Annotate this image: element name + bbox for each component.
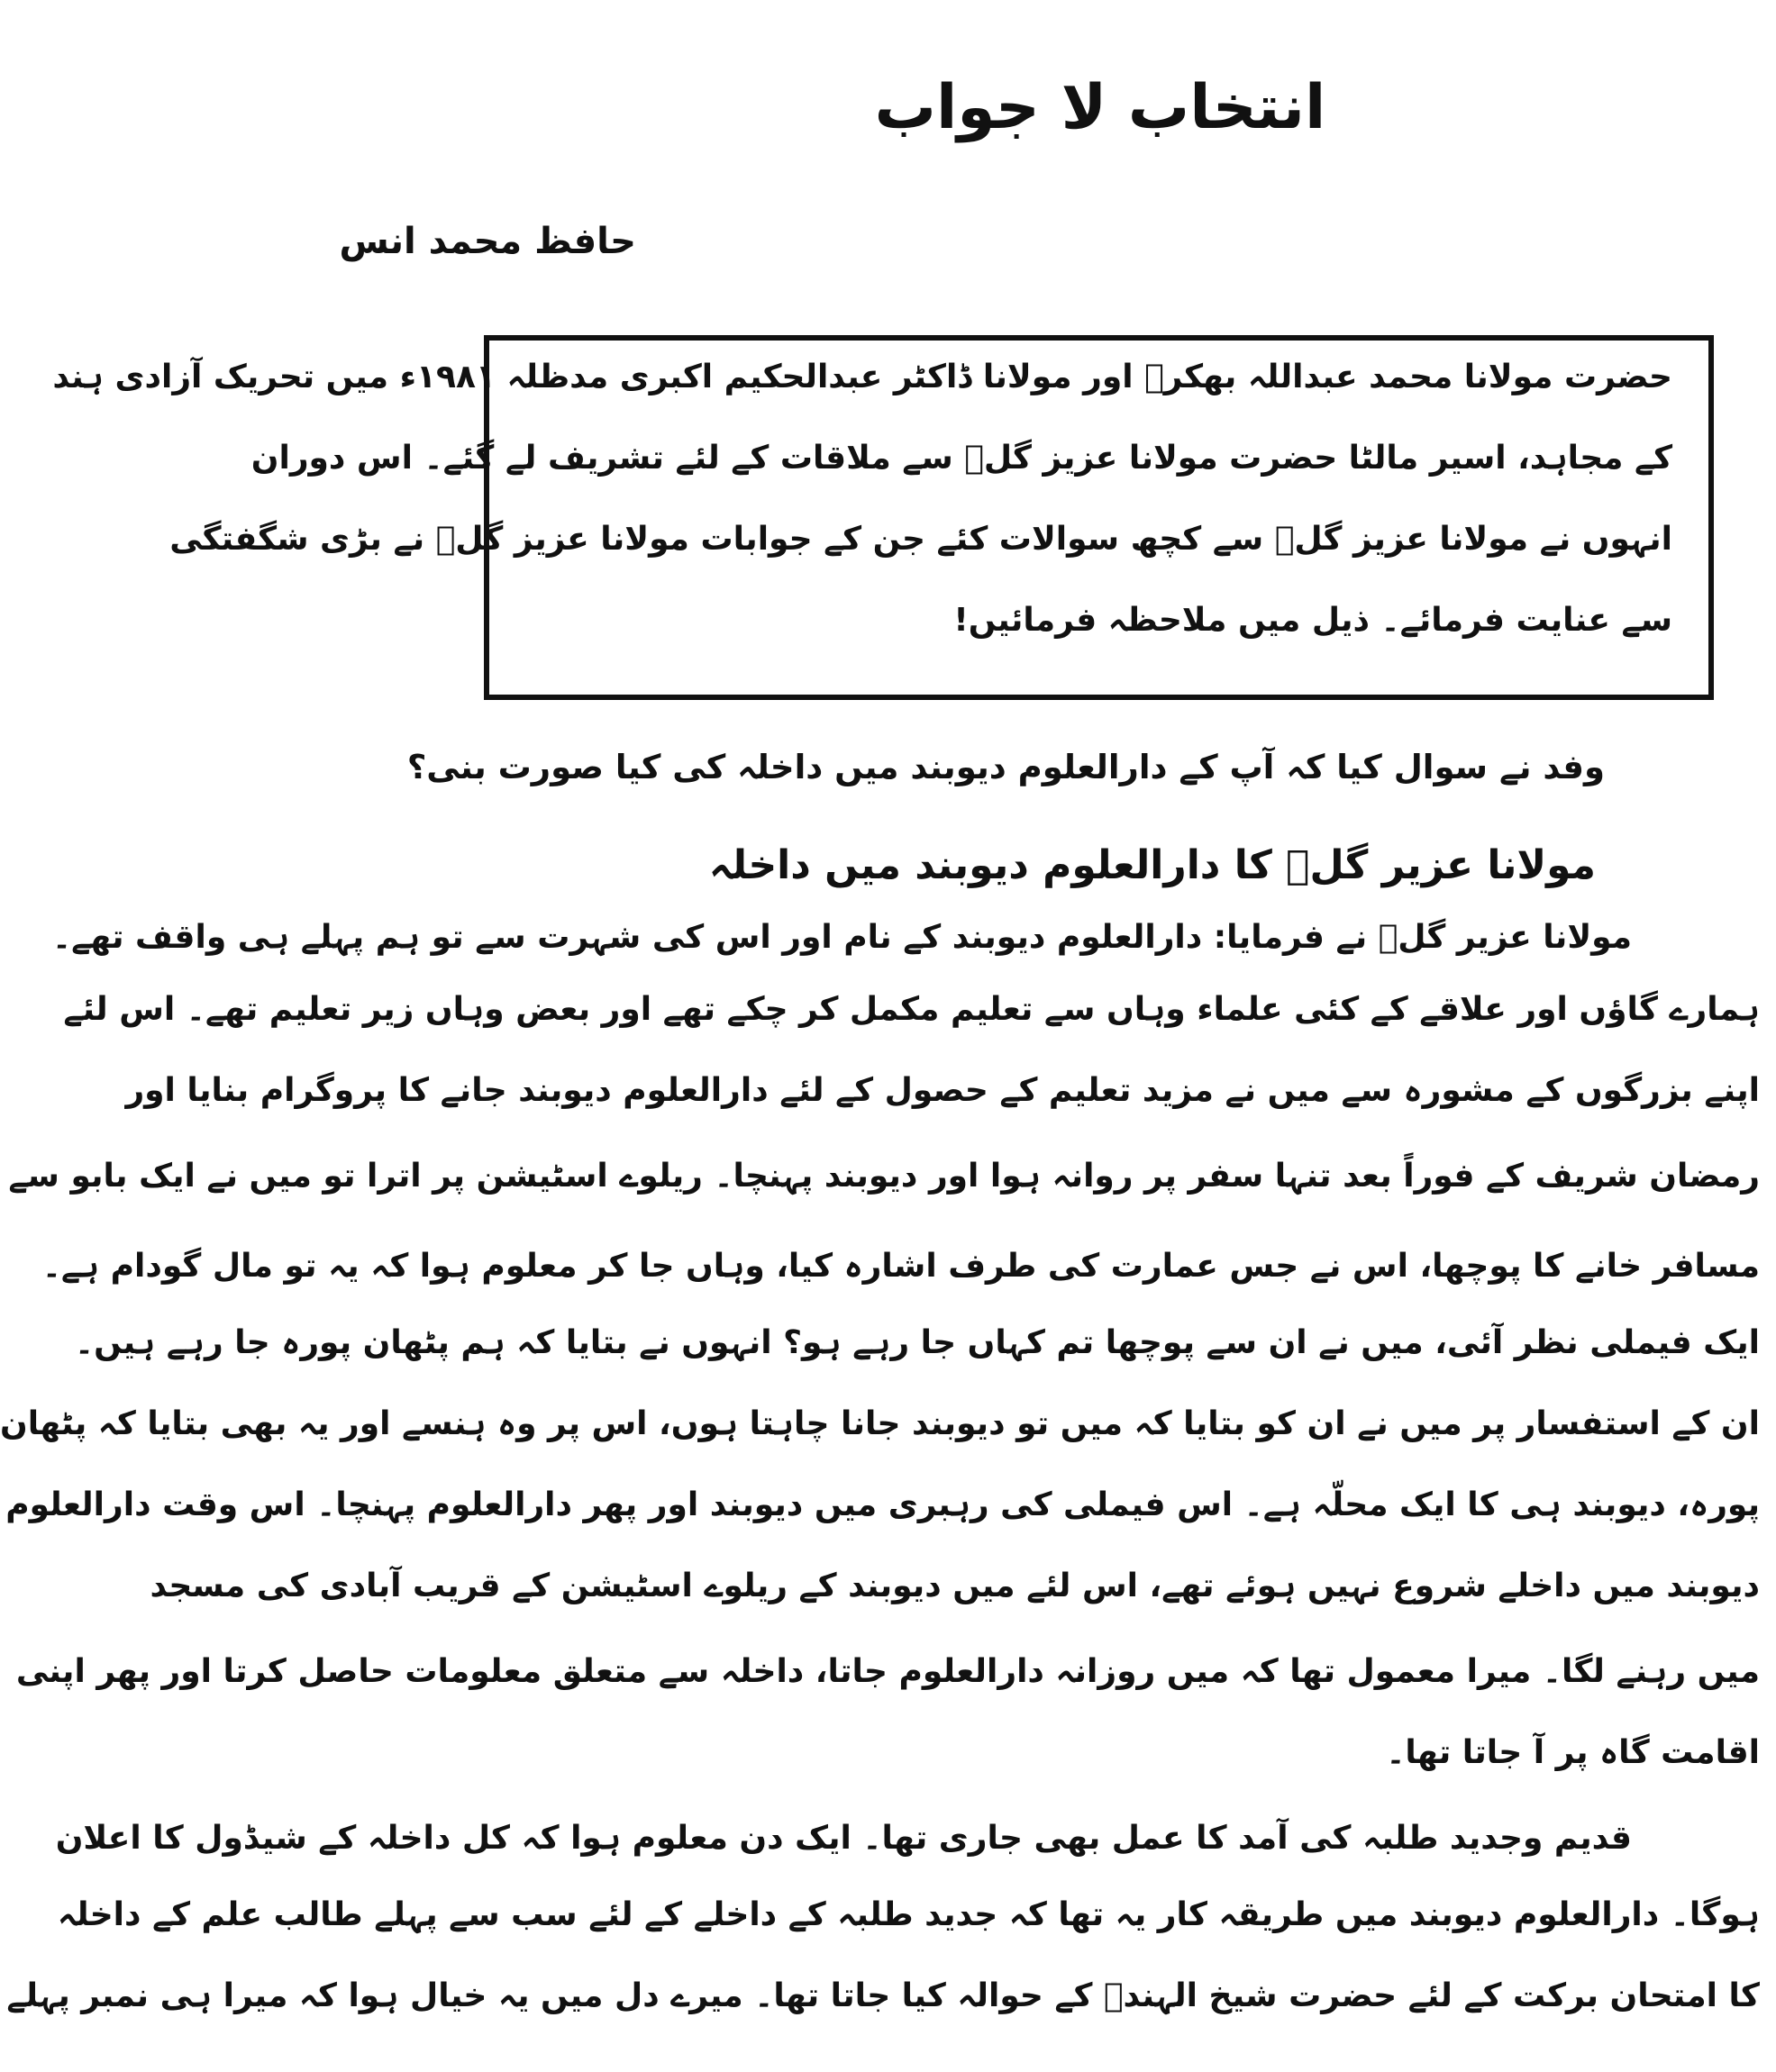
paragraph-line: مولانا عزیر گلؒ نے فرمایا: دارالعلوم دیوبند کے نام اور اس کی شہرت سے تو ہم پہلے ہی واقف تھے۔ <box>52 919 1632 956</box>
page-title: انتخاب لا جواب <box>874 72 1326 143</box>
author-name: حافظ محمد انس <box>339 221 636 262</box>
intro-line: کے مجاہد، اسیر مالٹا حضرت مولانا عزیز گلؒ سے ملاقات کے لئے تشریف لے گئے۔ اس دوران <box>250 440 1672 477</box>
paragraph-line: اقامت گاہ پر آ جاتا تھا۔ <box>1386 1734 1760 1771</box>
paragraph-line: ایک فیملی نظر آئی، میں نے ان سے پوچھا تم کہاں جا رہے ہو؟ انہوں نے بتایا کہ ہم پٹھان پورہ جا رہے ہیں۔ <box>74 1324 1760 1361</box>
paragraph-line: ہمارے گاؤں اور علاقے کے کئی علماء وہاں سے تعلیم مکمل کر چکے تھے اور بعض وہاں زیر تعلیم تھے۔ اس لئے <box>63 991 1760 1028</box>
paragraph-line: میں رہنے لگا۔ میرا معمول تھا کہ میں روزانہ دارالعلوم جاتا، داخلہ سے متعلق معلومات حاصل کرتا اور پھر اپنی <box>15 1653 1760 1690</box>
paragraph-line: مسافر خانے کا پوچھا، اس نے جس عمارت کی طرف اشارہ کیا، وہاں جا کر معلوم ہوا کہ یہ تو مال گودام ہے۔ <box>41 1248 1760 1285</box>
paragraph-line: قدیم وجدید طلبہ کی آمد کا عمل بھی جاری تھا۔ ایک دن معلوم ہوا کہ کل داخلہ کے شیڈول کا اعلان <box>55 1820 1632 1857</box>
paragraph-line: رمضان شریف کے فوراً بعد تنہا سفر پر روانہ ہوا اور دیوبند پہنچا۔ ریلوے اسٹیشن پر اترا تو میں نے ایک بابو سے <box>8 1158 1760 1195</box>
paragraph-line: ہوگا۔ دارالعلوم دیوبند میں طریقہ کار یہ تھا کہ جدید طلبہ کے داخلے کے لئے سب سے پہلے طالب علم کے داخلہ <box>57 1896 1760 1933</box>
intro-line: حضرت مولانا محمد عبداللہ بھکرؒ اور مولانا ڈاکٹر عبدالحکیم اکبری مدظلہ ۱۹۸۱ء میں تحریک آزادی ہند <box>52 359 1672 395</box>
section-heading: مولانا عزیر گلؒ کا دارالعلوم دیوبند میں داخلہ <box>708 842 1596 888</box>
paragraph-line: دیوبند میں داخلے شروع نہیں ہوئے تھے، اس لئے میں دیوبند کے ریلوے اسٹیشن کے قریب آبادی کی مسجد <box>150 1568 1760 1604</box>
intro-line: سے عنایت فرمائے۔ ذیل میں ملاحظہ فرمائیں! <box>953 602 1672 639</box>
paragraph-line: ان کے استفسار پر میں نے ان کو بتایا کہ میں تو دیوبند جانا چاہتا ہوں، اس پر وہ ہنسے اور یہ بھی بتایا کہ پٹھان <box>0 1405 1760 1442</box>
paragraph-line: اپنے بزرگوں کے مشورہ سے میں نے مزید تعلیم کے حصول کے لئے دارالعلوم دیوبند جانے کا پروگرام بنایا اور <box>125 1072 1760 1109</box>
question-text: وفد نے سوال کیا کہ آپ کے دارالعلوم دیوبند میں داخلہ کی کیا صورت بنی؟ <box>406 748 1605 786</box>
paragraph-line: کا امتحان برکت کے لئے حضرت شیخ الہندؒ کے حوالہ کیا جاتا تھا۔ میرے دل میں یہ خیال ہوا کہ میرا ہی نمبر پہلے <box>6 1977 1760 2014</box>
paragraph-line: پورہ، دیوبند ہی کا ایک محلّہ ہے۔ اس فیملی کی رہبری میں دیوبند اور پھر دارالعلوم پہنچا۔ اس وقت دارالعلوم <box>5 1486 1760 1523</box>
intro-line: انہوں نے مولانا عزیز گلؒ سے کچھ سوالات کئے جن کے جوابات مولانا عزیز گلؒ نے بڑی شگفتگی <box>169 521 1672 558</box>
intro-box <box>52 335 1714 700</box>
